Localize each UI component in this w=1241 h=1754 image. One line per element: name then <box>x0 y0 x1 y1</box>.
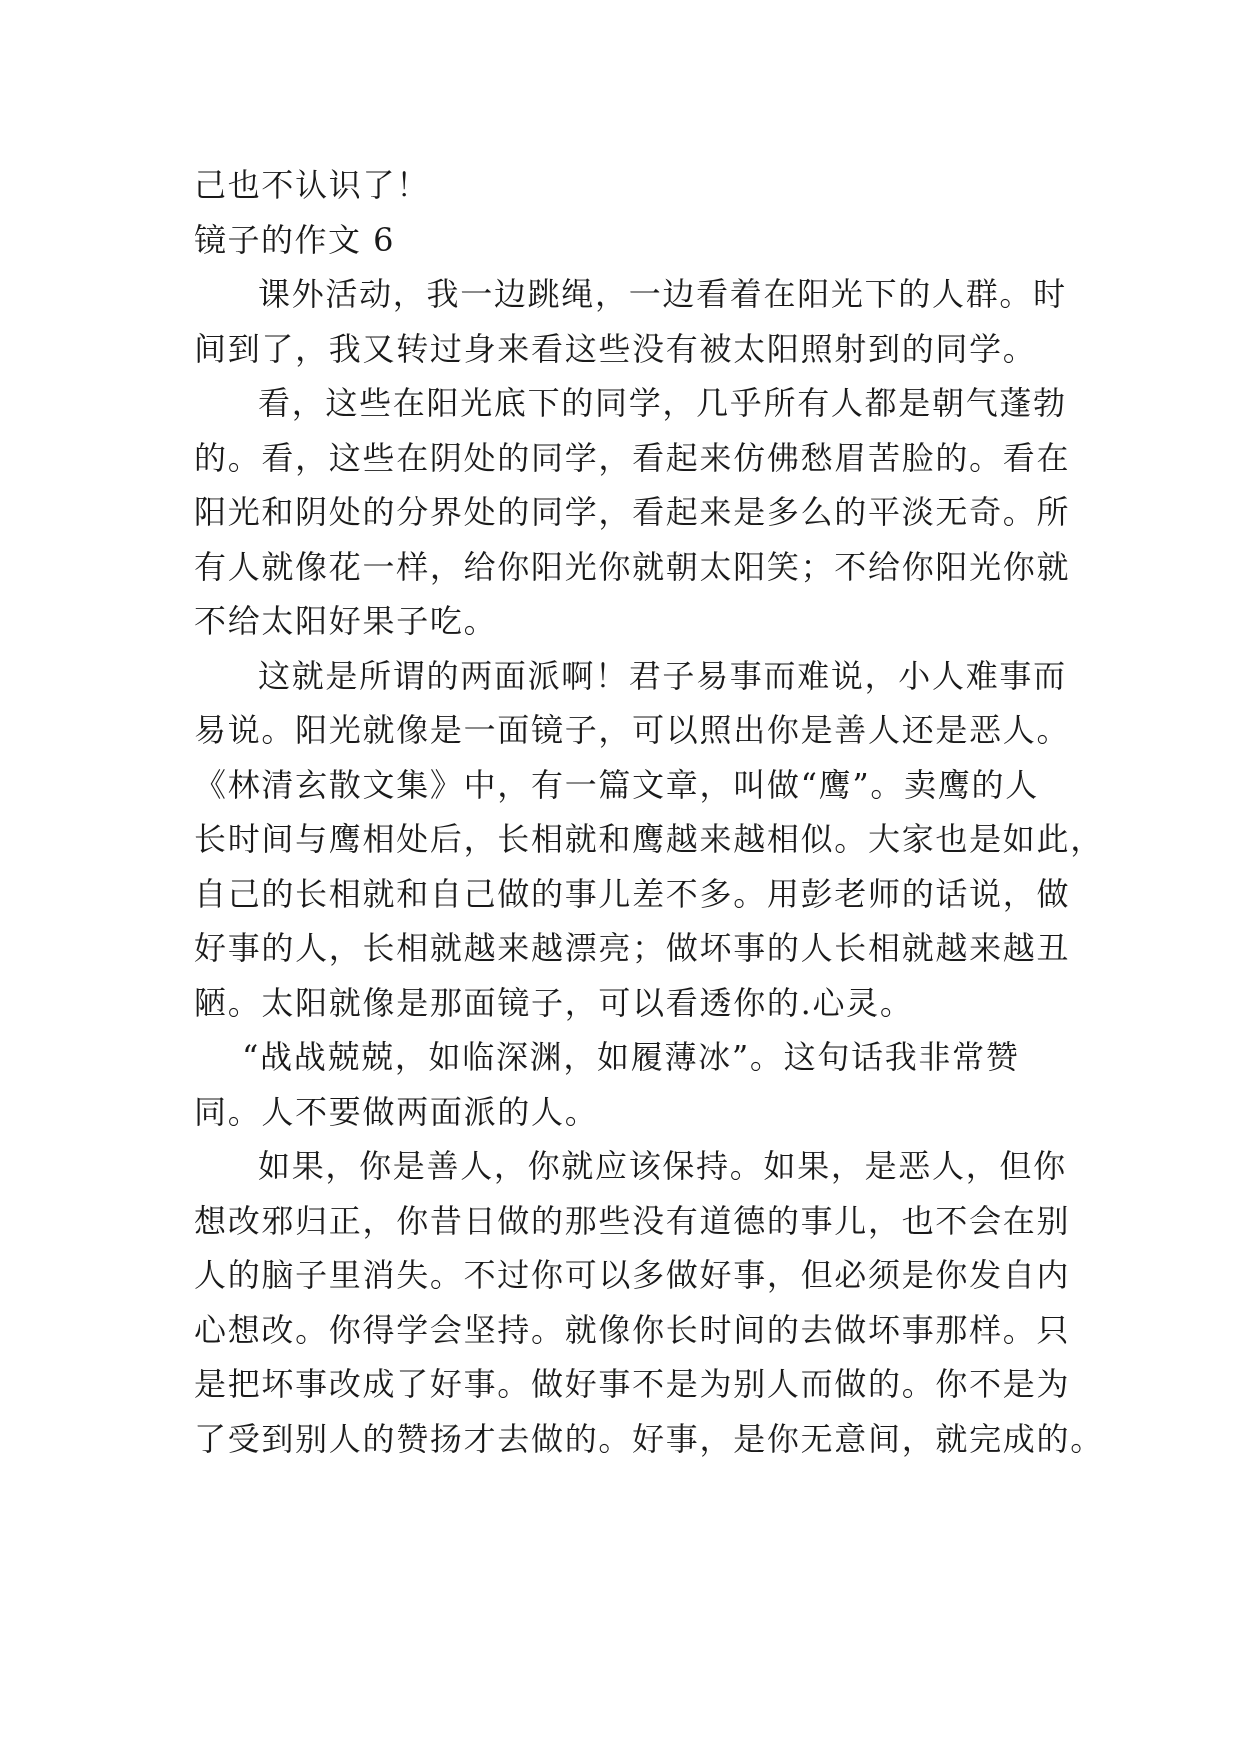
paragraph-line: 陋。太阳就像是那面镜子，可以看透你的.心灵。 <box>194 983 914 1022</box>
paragraph-line: 易说。阳光就像是一面镜子，可以照出你是善人还是恶人。 <box>194 711 1071 749</box>
paragraph-line: 自己的长相就和自己做的事儿差不多。用彭老师的话说，做 <box>194 874 1071 913</box>
paragraph-line: 是把坏事改成了好事。做好事不是为别人而做的。你不是为 <box>194 1365 1071 1403</box>
paragraph-line: 己也不认识了！ <box>194 166 430 204</box>
section-title: 镜子的作文 6 <box>194 220 396 259</box>
paragraph-line: 好事的人，长相就越来越漂亮；做坏事的人长相就越来越丑 <box>194 929 1071 967</box>
paragraph-line: 课外活动，我一边跳绳，一边看着在阳光下的人群。时 <box>258 275 1067 313</box>
paragraph-line: 这就是所谓的两面派啊！君子易事而难说，小人难事而 <box>258 656 1067 695</box>
paragraph-line: 阳光和阴处的分界处的同学，看起来是多么的平淡无奇。所 <box>194 493 1071 531</box>
paragraph-line: 不给太阳好果子吃。 <box>194 602 498 640</box>
paragraph-line: 了受到别人的赞扬才去做的。好事，是你无意间，就完成的。 <box>194 1419 1104 1458</box>
paragraph-line: “战战兢兢，如临深渊，如履薄冰”。这句话我非常赞 <box>242 1038 1020 1076</box>
paragraph-line: 想改邪归正，你昔日做的那些没有道德的事儿，也不会在别 <box>194 1201 1071 1240</box>
paragraph-line: 人的脑子里消失。不过你可以多做好事，但必须是你发自内 <box>194 1256 1071 1294</box>
paragraph-line: 同。人不要做两面派的人。 <box>194 1092 599 1131</box>
paragraph-line: 看，这些在阳光底下的同学，几乎所有人都是朝气蓬勃 <box>258 384 1067 422</box>
paragraph-line: 有人就像花一样，给你阳光你就朝太阳笑；不给你阳光你就 <box>194 547 1071 586</box>
paragraph-line: 的。看，这些在阴处的同学，看起来仿佛愁眉苦脸的。看在 <box>194 438 1071 477</box>
paragraph-line: 《林清玄散文集》中，有一篇文章，叫做“鹰”。卖鹰的人 <box>194 765 1039 804</box>
paragraph-line: 间到了，我又转过身来看这些没有被太阳照射到的同学。 <box>194 329 1037 368</box>
paragraph-line: 长时间与鹰相处后，长相就和鹰越来越相似。大家也是如此， <box>194 820 1104 858</box>
paragraph-line: 心想改。你得学会坚持。就像你长时间的去做坏事那样。只 <box>194 1310 1071 1349</box>
paragraph-line: 如果，你是善人，你就应该保持。如果，是恶人，但你 <box>258 1147 1067 1185</box>
article-body <box>194 158 1104 1466</box>
